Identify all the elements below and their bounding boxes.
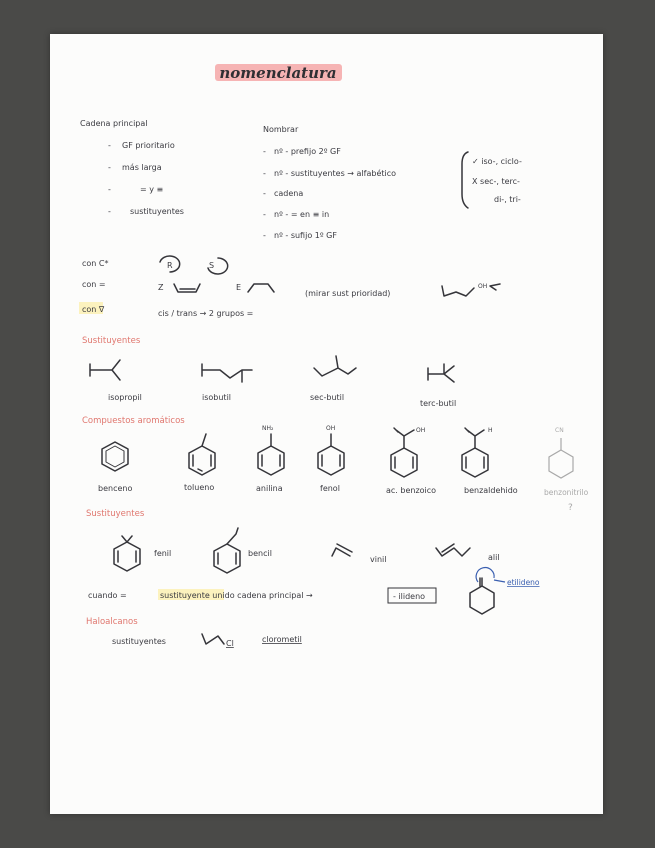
page-title: nomenclatura bbox=[219, 64, 337, 82]
tert-butyl-structure-icon bbox=[428, 364, 454, 382]
nombrar-section bbox=[263, 125, 396, 240]
cadena-item: más larga bbox=[122, 163, 162, 172]
nombrar-item: nº - sufijo 1º GF bbox=[274, 231, 337, 240]
alkyl-structures bbox=[90, 356, 456, 408]
question-mark: ? bbox=[568, 503, 573, 513]
etilideno-label: etilideno bbox=[507, 578, 540, 587]
clorometil-label: clorometil bbox=[262, 635, 302, 644]
title-block bbox=[215, 64, 342, 82]
aromatic-label: fenol bbox=[320, 484, 340, 493]
s-label: S bbox=[209, 261, 215, 270]
aniline-structure-icon bbox=[258, 434, 284, 475]
aromatic-label: benceno bbox=[98, 484, 133, 493]
cuando-row bbox=[88, 568, 540, 614]
phenyl-structure-icon bbox=[114, 536, 140, 571]
aryl-label: fenil bbox=[154, 549, 172, 558]
pointer-line bbox=[494, 580, 505, 582]
arrow-icon bbox=[490, 284, 500, 290]
cadena-item: GF prioritario bbox=[122, 141, 175, 150]
dash-mark: - bbox=[108, 207, 111, 216]
enol-structure-icon bbox=[442, 286, 474, 296]
alkyl-label: sec-butil bbox=[310, 393, 345, 402]
e-isomer-icon bbox=[248, 284, 274, 292]
aromatic-label: ac. benzoico bbox=[386, 486, 437, 495]
rule-chiral-label: con C* bbox=[82, 259, 109, 268]
dash-mark: - bbox=[263, 231, 266, 240]
aryl-label: bencil bbox=[248, 549, 272, 558]
note-check: ✓ iso-, ciclo- bbox=[472, 157, 522, 166]
cis-trans-text: cis / trans → 2 grupos = bbox=[158, 309, 254, 318]
rule-chiral bbox=[82, 256, 228, 274]
aromatic-label-faint: benzonitrilo bbox=[544, 488, 589, 497]
alkyl-label: isobutil bbox=[202, 393, 232, 402]
toluene-structure-icon bbox=[189, 434, 215, 475]
handwritten-notes bbox=[50, 34, 603, 814]
cadena-principal-section bbox=[80, 119, 184, 216]
nombrar-item: nº - sustituyentes → alfabético bbox=[274, 169, 397, 178]
benzonitrile-structure-icon bbox=[549, 438, 573, 478]
isopropyl-structure-icon bbox=[90, 360, 120, 380]
section-heading-sustituyentes-2: Sustituyentes bbox=[86, 509, 145, 519]
aryl-label: vinil bbox=[370, 555, 387, 564]
group-label: CN bbox=[555, 427, 564, 434]
aryl-vinyl-structures bbox=[114, 528, 500, 573]
alkyl-label: terc-butil bbox=[420, 399, 457, 408]
priority-note: (mirar sust prioridad) bbox=[305, 289, 391, 298]
rule-double-bond bbox=[82, 280, 500, 298]
ilideno-text: - ilideno bbox=[393, 592, 426, 601]
z-isomer-icon bbox=[174, 284, 200, 292]
nombrar-item: nº - = en ≡ in bbox=[274, 210, 330, 219]
cadena-item: sustituyentes bbox=[130, 207, 184, 216]
dash-mark: - bbox=[108, 185, 111, 194]
bracket-left-icon bbox=[462, 152, 468, 208]
r-label: R bbox=[167, 261, 173, 270]
z-label: Z bbox=[158, 283, 164, 292]
chloromethyl-structure-icon bbox=[202, 634, 224, 644]
dash-mark: - bbox=[108, 141, 111, 150]
benzoic-acid-structure-icon bbox=[391, 428, 417, 477]
isobutyl-structure-icon bbox=[202, 364, 252, 382]
note-cross: X sec-, terc- bbox=[472, 177, 520, 186]
group-label: OH bbox=[416, 427, 426, 434]
group-label: H bbox=[488, 427, 493, 434]
notebook-page bbox=[50, 34, 603, 814]
cuando-text: sustituyente unido cadena principal → bbox=[160, 591, 313, 600]
dash-mark: - bbox=[263, 189, 266, 198]
group-label: NH₂ bbox=[262, 425, 274, 432]
phenol-structure-icon bbox=[318, 434, 344, 475]
aromatic-label: benzaldehido bbox=[464, 486, 518, 495]
allyl-structure-icon bbox=[436, 544, 470, 556]
section-heading-sustituyentes: Sustituyentes bbox=[82, 336, 141, 346]
nombrar-item: nº - prefijo 2º GF bbox=[274, 147, 341, 156]
section-heading-aromaticos: Compuestos aromáticos bbox=[82, 416, 185, 426]
aromatic-structures bbox=[98, 425, 589, 513]
dash-mark: - bbox=[263, 210, 266, 219]
rule-double-label: con = bbox=[82, 280, 106, 289]
haloalkane-label: sustituyentes bbox=[112, 637, 166, 646]
section-heading-haloalcanos: Haloalcanos bbox=[86, 617, 138, 627]
e-label: E bbox=[236, 283, 242, 292]
chlorine-label: Cl bbox=[226, 639, 234, 648]
aromatic-label: tolueno bbox=[184, 483, 215, 492]
haloalkane-row bbox=[112, 634, 302, 648]
dash-mark: - bbox=[263, 147, 266, 156]
benzaldehyde-structure-icon bbox=[462, 428, 488, 477]
cuando-label: cuando = bbox=[88, 591, 127, 600]
benzyl-structure-icon bbox=[214, 528, 240, 573]
dash-mark: - bbox=[108, 163, 111, 172]
cadena-header: Cadena principal bbox=[80, 119, 148, 128]
cyclohexylidene-structure-icon bbox=[470, 568, 505, 614]
vinyl-structure-icon bbox=[332, 544, 352, 556]
oh-label: OH bbox=[478, 283, 488, 290]
aromatic-label: anilina bbox=[256, 484, 283, 493]
dash-mark: - bbox=[263, 169, 266, 178]
aryl-label: alil bbox=[488, 553, 500, 562]
sec-butyl-structure-icon bbox=[314, 356, 356, 376]
benzene-structure-icon bbox=[102, 442, 128, 471]
rule-ring bbox=[79, 302, 253, 318]
cadena-item: = y ≡ bbox=[140, 185, 164, 194]
group-label: OH bbox=[326, 425, 336, 432]
circle-mark bbox=[476, 568, 494, 582]
note-cross2: di-, tri- bbox=[494, 195, 521, 204]
alkyl-label: isopropil bbox=[108, 393, 142, 402]
nombrar-item: cadena bbox=[274, 189, 304, 198]
rule-ring-label: con ∇ bbox=[82, 305, 105, 314]
nombrar-header: Nombrar bbox=[263, 125, 299, 134]
prefix-note bbox=[462, 152, 522, 208]
